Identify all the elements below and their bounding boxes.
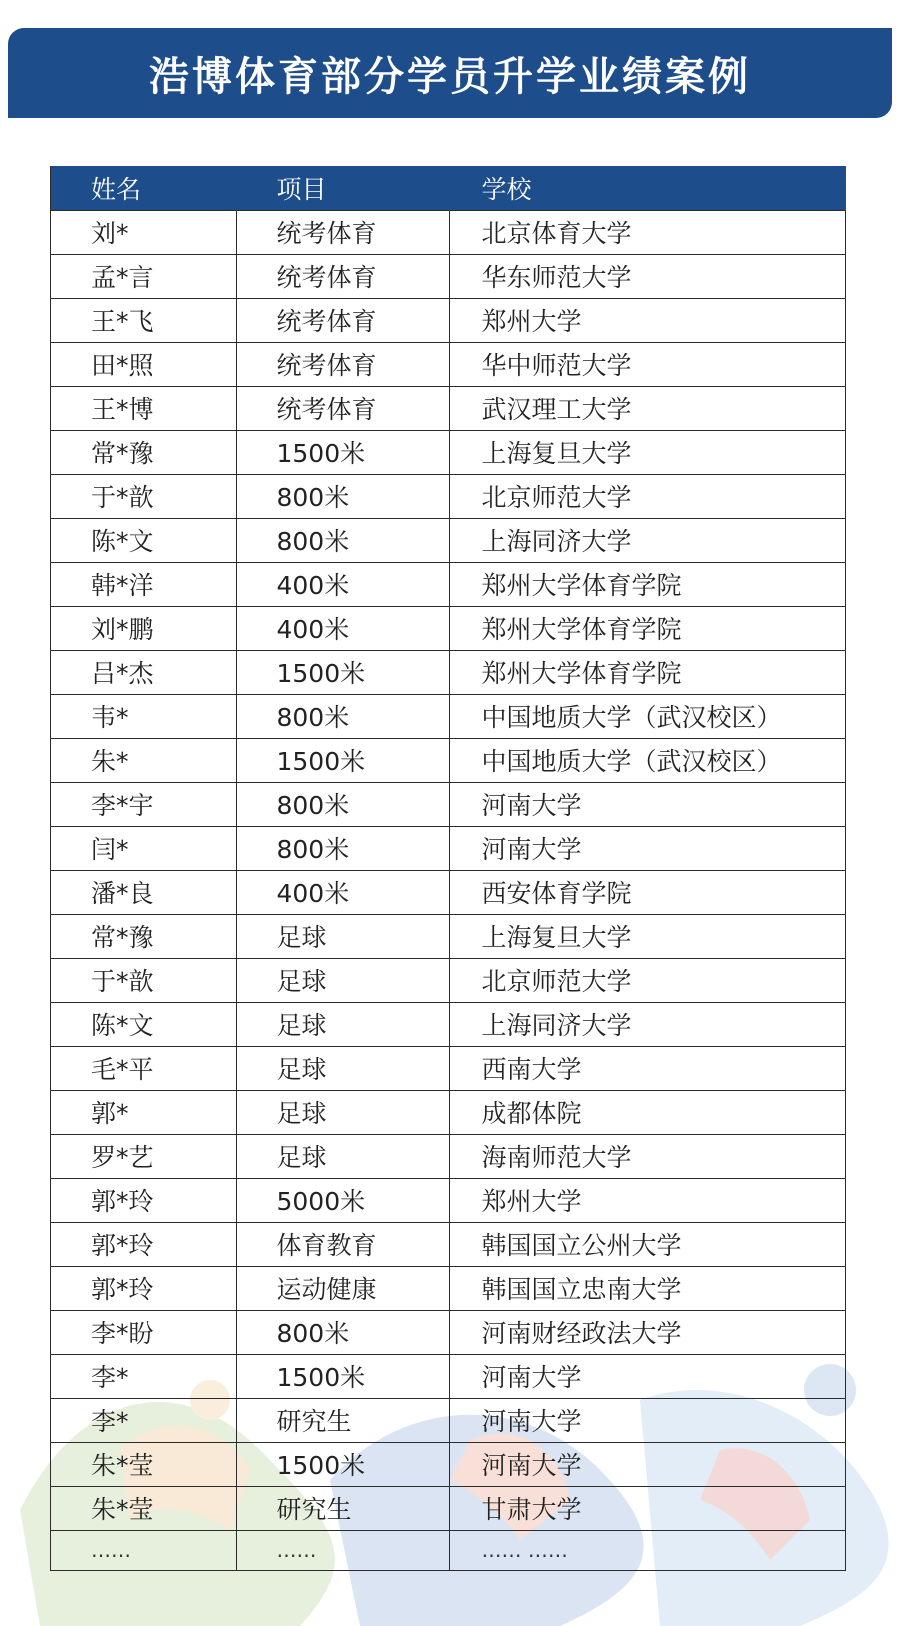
header-event: 项目 (236, 166, 449, 210)
cell-name: 常*豫 (51, 430, 236, 474)
cell-event: 1500米 (236, 430, 449, 474)
cell-name: 陈*文 (51, 1002, 236, 1046)
cell-school: 北京师范大学 (449, 474, 845, 518)
table-row (51, 1442, 845, 1486)
cell-school: 河南大学 (449, 1442, 845, 1486)
cell-name: 于*歆 (51, 958, 236, 1002)
cell-event: 体育教育 (236, 1222, 449, 1266)
table-row (51, 386, 845, 430)
cell-name: 潘*良 (51, 870, 236, 914)
table-row (51, 738, 845, 782)
table-row (51, 1178, 845, 1222)
cell-name: 常*豫 (51, 914, 236, 958)
cell-event: 1500米 (236, 1442, 449, 1486)
table-row (51, 782, 845, 826)
page-title-banner (8, 28, 892, 118)
table-header-row (51, 166, 845, 210)
table-row (51, 210, 845, 254)
cell-school: 郑州大学体育学院 (449, 650, 845, 694)
table-row (51, 518, 845, 562)
cell-school: 海南师范大学 (449, 1134, 845, 1178)
cell-event: 足球 (236, 958, 449, 1002)
cell-school: 西南大学 (449, 1046, 845, 1090)
cell-event: 足球 (236, 1046, 449, 1090)
cell-name: 毛*平 (51, 1046, 236, 1090)
cell-school: 北京体育大学 (449, 210, 845, 254)
cell-name: 李* (51, 1398, 236, 1442)
cell-event: 800米 (236, 694, 449, 738)
cell-school: 河南大学 (449, 826, 845, 870)
cell-event: 统考体育 (236, 298, 449, 342)
table-row (51, 1310, 845, 1354)
cell-event: 统考体育 (236, 210, 449, 254)
cell-name: 郭* (51, 1090, 236, 1134)
table-row (51, 1398, 845, 1442)
cell-school: 上海同济大学 (449, 1002, 845, 1046)
table-row (51, 562, 845, 606)
table-row (51, 958, 845, 1002)
cell-school: 甘肃大学 (449, 1486, 845, 1530)
cell-event: 800米 (236, 474, 449, 518)
cell-name: 罗*艺 (51, 1134, 236, 1178)
cell-event: 800米 (236, 782, 449, 826)
table-row (51, 870, 845, 914)
cell-school: 华东师范大学 (449, 254, 845, 298)
cell-event: 足球 (236, 1002, 449, 1046)
cell-name: 韦* (51, 694, 236, 738)
cell-event: 研究生 (236, 1486, 449, 1530)
cell-event: 运动健康 (236, 1266, 449, 1310)
cell-school: 郑州大学体育学院 (449, 606, 845, 650)
cell-event: 1500米 (236, 1354, 449, 1398)
cell-event: 400米 (236, 562, 449, 606)
cell-event: 1500米 (236, 738, 449, 782)
cell-name: 朱*莹 (51, 1442, 236, 1486)
cell-event: 800米 (236, 826, 449, 870)
cell-school: 中国地质大学（武汉校区） (449, 694, 845, 738)
table-row (51, 650, 845, 694)
cell-school: 武汉理工大学 (449, 386, 845, 430)
table-row (51, 474, 845, 518)
cell-event: 5000米 (236, 1178, 449, 1222)
cell-event: 足球 (236, 1090, 449, 1134)
cell-school: 华中师范大学 (449, 342, 845, 386)
cell-event: 400米 (236, 606, 449, 650)
table-row (51, 1134, 845, 1178)
table-ellipsis-row (51, 1530, 845, 1570)
cell-name: 孟*言 (51, 254, 236, 298)
cell-event: 800米 (236, 518, 449, 562)
cell-name: 朱* (51, 738, 236, 782)
cell-school: 河南大学 (449, 1398, 845, 1442)
cell-name: 李*盼 (51, 1310, 236, 1354)
cell-school: 郑州大学 (449, 1178, 845, 1222)
table-row (51, 430, 845, 474)
cell-event: 足球 (236, 914, 449, 958)
cell-name: 王*飞 (51, 298, 236, 342)
cell-name: 郭*玲 (51, 1178, 236, 1222)
table-row (51, 254, 845, 298)
cell-school: 上海同济大学 (449, 518, 845, 562)
table-row (51, 1002, 845, 1046)
table-row (51, 1046, 845, 1090)
cell-event: 研究生 (236, 1398, 449, 1442)
cell-school: 郑州大学 (449, 298, 845, 342)
cell-school: 上海复旦大学 (449, 914, 845, 958)
cell-name: 李*宇 (51, 782, 236, 826)
table-row (51, 694, 845, 738)
cell-name: 陈*文 (51, 518, 236, 562)
table-row (51, 1486, 845, 1530)
admission-table (51, 166, 846, 1570)
admission-table-container (50, 166, 846, 1571)
cell-school: 韩国国立忠南大学 (449, 1266, 845, 1310)
cell-name: 韩*洋 (51, 562, 236, 606)
cell-name: 刘* (51, 210, 236, 254)
cell-event: 800米 (236, 1310, 449, 1354)
table-row (51, 1266, 845, 1310)
cell-school: 北京师范大学 (449, 958, 845, 1002)
table-row (51, 342, 845, 386)
cell-event: 足球 (236, 1134, 449, 1178)
cell-name: 王*博 (51, 386, 236, 430)
cell-event: 400米 (236, 870, 449, 914)
cell-name: 朱*莹 (51, 1486, 236, 1530)
header-name: 姓名 (51, 166, 236, 210)
cell-name: 刘*鹏 (51, 606, 236, 650)
table-row (51, 826, 845, 870)
cell-name: 闫* (51, 826, 236, 870)
cell-school: 河南大学 (449, 1354, 845, 1398)
cell-school: 成都体院 (449, 1090, 845, 1134)
cell-school: 西安体育学院 (449, 870, 845, 914)
ellipsis-cell: …… …… (449, 1530, 845, 1570)
page-title: 浩博体育部分学员升学业绩案例 (149, 53, 751, 100)
cell-name: 田*照 (51, 342, 236, 386)
cell-name: 郭*玲 (51, 1266, 236, 1310)
cell-school: 河南大学 (449, 782, 845, 826)
table-row (51, 1090, 845, 1134)
cell-name: 于*歆 (51, 474, 236, 518)
cell-school: 中国地质大学（武汉校区） (449, 738, 845, 782)
table-row (51, 914, 845, 958)
cell-school: 河南财经政法大学 (449, 1310, 845, 1354)
cell-name: 吕*杰 (51, 650, 236, 694)
cell-school: 上海复旦大学 (449, 430, 845, 474)
ellipsis-cell: …… (236, 1530, 449, 1570)
cell-event: 1500米 (236, 650, 449, 694)
table-row (51, 1354, 845, 1398)
table-row (51, 606, 845, 650)
table-row (51, 298, 845, 342)
table-row (51, 1222, 845, 1266)
cell-school: 郑州大学体育学院 (449, 562, 845, 606)
cell-name: 李* (51, 1354, 236, 1398)
cell-event: 统考体育 (236, 254, 449, 298)
cell-event: 统考体育 (236, 342, 449, 386)
cell-name: 郭*玲 (51, 1222, 236, 1266)
cell-school: 韩国国立公州大学 (449, 1222, 845, 1266)
header-school: 学校 (449, 166, 845, 210)
cell-event: 统考体育 (236, 386, 449, 430)
ellipsis-cell: …… (51, 1530, 236, 1570)
